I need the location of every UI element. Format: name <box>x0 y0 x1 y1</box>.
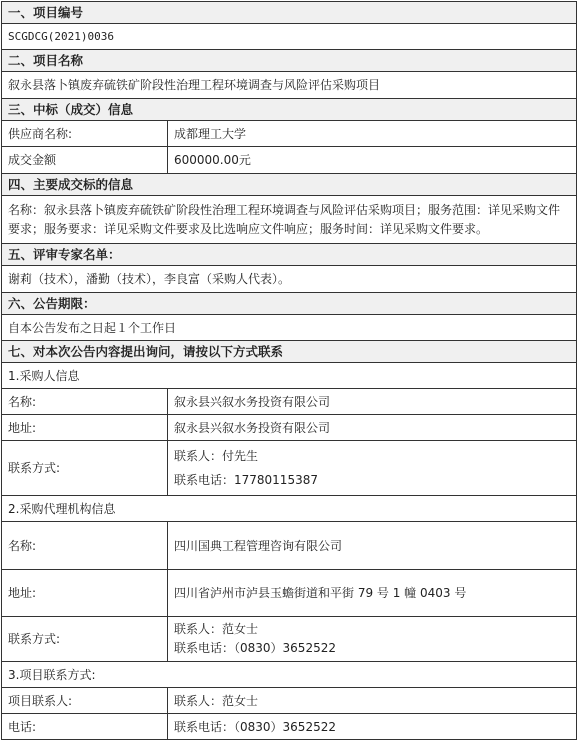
purchaser-address-value: 叙永县兴叙水务投资有限公司 <box>168 415 577 441</box>
agency-heading: 2.采购代理机构信息 <box>2 496 577 522</box>
section-title-contact: 七、对本次公告内容提出询问，请按以下方式联系 <box>2 341 577 363</box>
section-title-experts: 五、评审专家名单： <box>2 244 577 266</box>
project-contact-person-label: 项目联系人: <box>2 688 168 714</box>
agency-name-label: 名称: <box>2 522 168 570</box>
announcement-table <box>1 1 577 740</box>
section-title-award-info: 三、中标（成交）信息 <box>2 99 577 121</box>
agency-contact-cell <box>168 617 577 662</box>
project-name: 叙永县落卜镇废弃硫铁矿阶段性治理工程环境调查与风险评估采购项目 <box>2 72 577 99</box>
agency-address-label: 地址: <box>2 570 168 617</box>
agency-contact-phone: 联系电话：（0830）3652522 <box>174 641 336 655</box>
section-title-subject-info: 四、主要成交标的信息 <box>2 174 577 196</box>
project-contact-phone-label: 电话: <box>2 714 168 740</box>
project-contact-heading: 3.项目联系方式: <box>2 662 577 688</box>
supplier-label: 供应商名称: <box>2 121 168 147</box>
notice-period: 自本公告发布之日起１个工作日 <box>2 315 577 341</box>
amount-label: 成交金额 <box>2 147 168 174</box>
experts-list: 谢莉（技术），潘勤（技术），李良富（采购人代表）。 <box>2 266 577 293</box>
purchaser-contact-phone: 联系电话：17780115387 <box>174 473 318 487</box>
section-title-project-number: 一、项目编号 <box>2 2 577 24</box>
project-number: SCGDCG(2021)0036 <box>2 24 577 50</box>
section-title-project-name: 二、项目名称 <box>2 50 577 72</box>
section-title-notice-period: 六、公告期限： <box>2 293 577 315</box>
purchaser-contact-person: 联系人：付先生 <box>174 449 259 463</box>
purchaser-contact-label: 联系方式: <box>2 441 168 496</box>
agency-contact-person: 联系人：范女士 <box>174 622 259 636</box>
purchaser-heading: 1.采购人信息 <box>2 363 577 389</box>
supplier-value: 成都理工大学 <box>168 121 577 147</box>
project-contact-person-value: 联系人：范女士 <box>168 688 577 714</box>
project-contact-phone-value: 联系电话：（0830）3652522 <box>168 714 577 740</box>
purchaser-contact-cell <box>168 441 577 496</box>
agency-name-value: 四川国典工程管理咨询有限公司 <box>168 522 577 570</box>
agency-address-value: 四川省泸州市泸县玉蟾街道和平街 79 号 1 幢 0403 号 <box>168 570 577 617</box>
purchaser-name-value: 叙永县兴叙水务投资有限公司 <box>168 389 577 415</box>
amount-value: 600000.00元 <box>168 147 577 174</box>
agency-contact-label: 联系方式: <box>2 617 168 662</box>
purchaser-address-label: 地址: <box>2 415 168 441</box>
subject-info: 名称：叙永县落卜镇废弃硫铁矿阶段性治理工程环境调查与风险评估采购项目；服务范围：详见采购文件要求；服务要求：详见采购文件要求及比选响应文件响应；服务时间：详见采购文件要求。 <box>2 196 577 244</box>
purchaser-name-label: 名称: <box>2 389 168 415</box>
